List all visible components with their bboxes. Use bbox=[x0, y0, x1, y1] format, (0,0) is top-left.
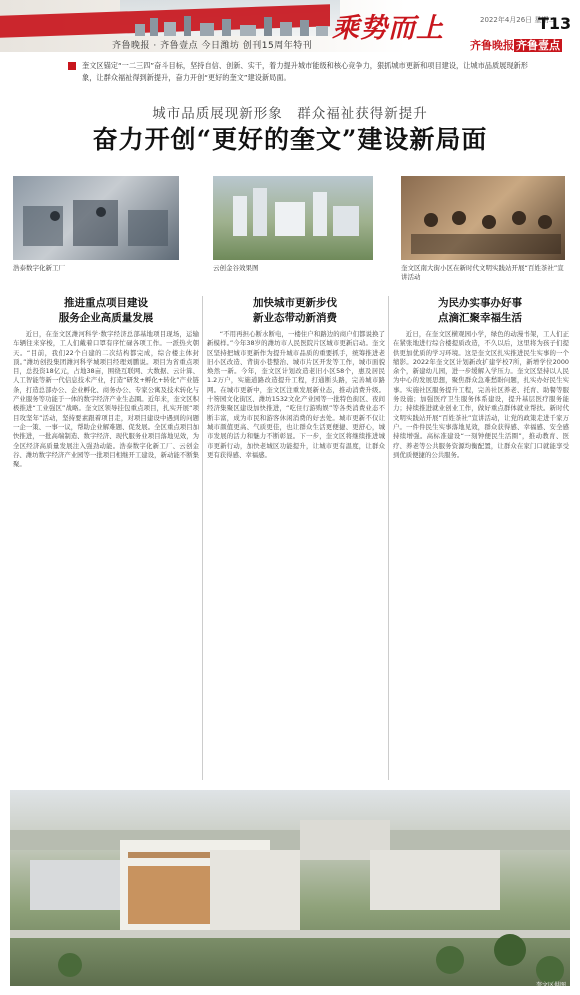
column-1-title-line1: 推进重点项目建设 bbox=[64, 297, 148, 309]
people-meeting-icon bbox=[401, 176, 565, 260]
aerial-campus-photo bbox=[10, 790, 570, 986]
column-1-title bbox=[13, 296, 199, 326]
photo-caption-factory: 浩泰数字化新工厂 bbox=[13, 264, 65, 272]
rendering-photo bbox=[213, 176, 373, 260]
lead-paragraph: 奎文区锚定“一二三四”奋斗目标，坚持自信、创新、实干，着力提升城市能级和核心竞争力，狠抓城市更新和项目建设，让城市品质展现新形象，让群众福祉得到新提升，奋力开创“更好的奎文”建设新局面。 bbox=[82, 60, 530, 84]
buildings-rendering-icon bbox=[213, 176, 373, 260]
column-3-title-line2: 点滴汇聚幸福生活 bbox=[438, 312, 522, 324]
column-2-title-line1: 加快城市更新步伐 bbox=[253, 297, 337, 309]
column-1-body: 近日，在奎文区潍河科学·数字经济总部基地项目现场，运输车辆往来穿梭，工人们戴着口罩有序忙碌各项工作。一派热火朝天。“目前，我们22个自建的二次结构都完成，综合楼主体封顶。”潍坊创投集团潍河科学城项目经理刘鹏说。项目为省重点项目，总投资18亿元，占地38亩，围绕互联网、大数据、云计算、人工智能等新一代信息技术产业，打造“研发+孵化+转化”产业链条，打造总部办公、企业孵化、商务办公、专家公寓及技术转化与产业服务等功能于一体的数字经济产业生态圈。近年来，奎文区积极推进“工业强区”战略。奎文区领导挂包重点项目，扎实开展“项目攻坚年”活动，坚持要素跟着项目走，对项目建设中遇到的问题一企一策、一事一议，帮助企业解难题、促发展。全区重点项目加快推进，一批高端制造、数字经济、现代服务业项目落地见效，为全区经济高质量发展注入强劲动能。浩泰数字化新工厂、云创金谷、潍坊数字经济产业园等一批项目相继开工建设，新动能不断集聚。 bbox=[13, 330, 199, 469]
column-divider-2 bbox=[388, 296, 389, 780]
column-3-body: 近日，在奎文区横观园小学，绿色的动漫书架，工人们正在紧张地进行综合楼提质改造，不久以后，这里将为孩子们提供更加优质的学习环境。这是奎文区扎实推进民生实事的一个缩影。2022年奎文区计划新改扩建学校7所，新增学位2000余个，新建幼儿园，进一步缓解入学压力。奎文区坚持以人民为中心的发展思想，聚焦群众急难愁盼问题，扎实办好民生实事。实施社区服务提升工程，完善社区养老、托育、助餐等服务设施；加强医疗卫生服务体系建设，提升基层医疗服务能力；持续推进就业创业工作，做好重点群体就业帮扶。新时代文明实践站开展“百姓茶社”宣讲活动，让党的政策走进千家万户。一件件民生实事落地见效，群众获得感、幸福感、安全感持续增强。高标准建设“一刻钟便民生活圈”，推动教育、医疗、养老等公共服务资源均衡配置，让群众在家门口就能享受到优质便捷的公共服务。 bbox=[393, 330, 569, 459]
city-skyline-icon bbox=[130, 14, 330, 36]
column-2-title bbox=[205, 296, 385, 326]
column-divider-1 bbox=[202, 296, 203, 780]
special-issue-subtitle: 齐鲁晚报 · 齐鲁壹点 今日潍坊 创刊15周年特刊 bbox=[112, 41, 313, 51]
slogan-title: 乘势而上 bbox=[332, 13, 444, 44]
aerial-buildings-icon bbox=[10, 790, 570, 986]
main-headline: 奋力开创“更好的奎文”建设新局面 bbox=[92, 125, 488, 154]
column-3-title bbox=[390, 296, 570, 326]
community-event-photo bbox=[401, 176, 565, 260]
column-1-title-line2: 服务企业高质量发展 bbox=[58, 312, 154, 324]
column-3-title-line1: 为民办实事办好事 bbox=[438, 297, 522, 309]
sub-headline: 城市品质展现新形象 群众福祉获得新提升 bbox=[152, 106, 428, 122]
factory-photo bbox=[13, 176, 179, 260]
photo-credit: 奎文区供图 bbox=[535, 982, 566, 989]
brand-name-b: 齐鲁壹点 bbox=[516, 39, 560, 52]
column-2-title-line2: 新业态带动新消费 bbox=[253, 312, 337, 324]
photo-caption-community: 奎文区南大街小区在新时代文明实践站开展“百姓茶社”宣讲活动 bbox=[401, 264, 564, 281]
page-number: T13 bbox=[538, 14, 572, 33]
issue-date: 2022年4月26日 星期二 bbox=[480, 16, 556, 24]
newspaper-brand bbox=[470, 37, 562, 53]
factory-machines-icon bbox=[13, 176, 179, 260]
brand-name-a: 齐鲁晚报 bbox=[470, 39, 514, 52]
column-2-body: “不用再担心断水断电，一楼住户和路边的商户们都说换了新模样。”今年38岁的潍坊市人民医院片区城市更新启动。奎文区坚持把城市更新作为提升城市品质的重要抓手，统筹推进老旧小区改造、背街小巷整治、城市片区开发等工作，城市面貌焕然一新。今年，奎文区计划改造老旧小区58个，惠及居民1.2万户，实施道路改造提升工程，打通断头路，完善城市路网。在城市更新中，奎文区注重发展新业态，推动消费升级。十笏园文化街区、潍坊1532文化产业园等一批特色街区、夜间经济集聚区建设加快推进，“吃住行游购娱”等各类消费业态不断丰富，成为市民和游客休闲消费的好去处。城市更新不仅让城市颜值更高、气质更佳，也让群众生活更便捷、更舒心，城市发展的活力和魅力不断彰显。下一步，奎文区将继续推进城市更新行动，加快老城区功能提升，让城市更有温度，让群众更有获得感、幸福感。 bbox=[207, 330, 385, 459]
photo-caption-rendering: 云创金谷效果图 bbox=[213, 264, 259, 272]
